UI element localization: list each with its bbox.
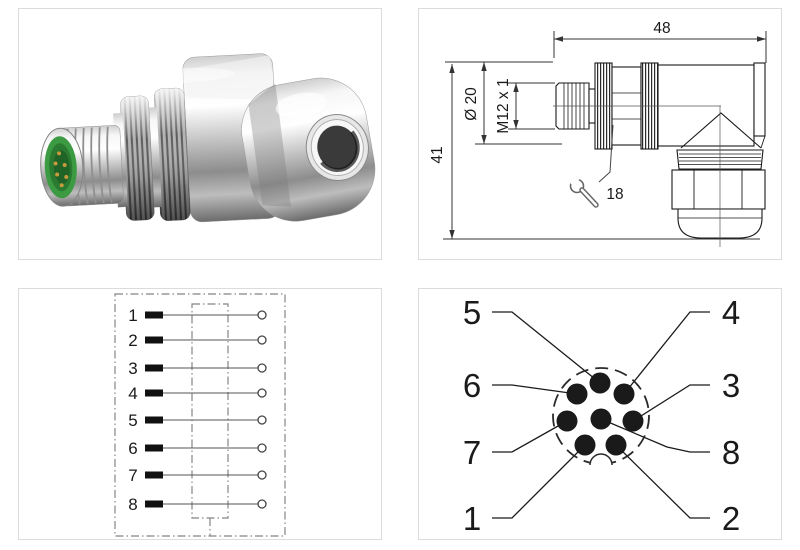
pin-number: 2 — [128, 331, 138, 350]
pin-number: 4 — [128, 384, 138, 403]
pin-label-8: 8 — [721, 434, 741, 471]
pin-dot-5 — [590, 373, 611, 394]
pin-label-5: 5 — [462, 294, 482, 331]
wire-row — [128, 495, 266, 514]
gland-hex-nut — [672, 170, 765, 209]
pin-number: 6 — [128, 439, 138, 458]
wire-row — [128, 411, 266, 430]
pin-number: 8 — [128, 495, 138, 514]
pin-label-6: 6 — [462, 367, 482, 404]
pinout-diagram — [419, 289, 781, 539]
connector-photo-group — [35, 48, 381, 240]
dimension-drawing-panel — [418, 8, 782, 260]
dim-diameter-label: Ø 20 — [463, 87, 480, 121]
housing-boundary — [115, 294, 285, 536]
product-photo-panel — [18, 8, 382, 260]
wire-row — [128, 359, 266, 378]
pin-dot-6 — [567, 384, 588, 405]
pin-dot-8-center — [591, 409, 612, 430]
dim-length-label: 48 — [653, 20, 671, 37]
pin-label-2: 2 — [721, 500, 741, 537]
pin-dot-4 — [614, 384, 635, 405]
wrench-icon — [565, 171, 596, 205]
conductor-rows — [128, 306, 266, 514]
dim-height-label: 41 — [429, 146, 446, 164]
pin-label-4: 4 — [721, 294, 741, 331]
dim-thread-label: M12 x 1 — [495, 78, 512, 134]
pin-number: 1 — [128, 306, 138, 325]
wiring-diagram — [19, 289, 381, 539]
pin-number: 5 — [128, 411, 138, 430]
keying-notch — [590, 454, 612, 465]
pin-number: 7 — [128, 466, 138, 485]
pin-number: 3 — [128, 359, 138, 378]
wire-row — [128, 466, 266, 485]
pin-dot-3 — [623, 411, 644, 432]
wire-row — [128, 306, 266, 325]
pinout-panel — [418, 288, 782, 540]
connector-outline — [556, 63, 765, 238]
pin-dot-2 — [606, 435, 627, 456]
wiring-diagram-panel — [18, 288, 382, 540]
pin-dot-7 — [557, 411, 578, 432]
pin-dot-1 — [575, 435, 596, 456]
dimension-drawing — [419, 9, 781, 259]
pin-label-3: 3 — [721, 367, 741, 404]
wire-row — [128, 439, 266, 458]
wire-row — [128, 384, 266, 403]
wire-row — [128, 331, 266, 350]
pin-label-1: 1 — [462, 500, 482, 537]
wrench-size-label: 18 — [606, 186, 624, 203]
pin-label-7: 7 — [462, 434, 482, 471]
shield-boundary — [192, 304, 228, 518]
product-photo — [19, 9, 381, 259]
